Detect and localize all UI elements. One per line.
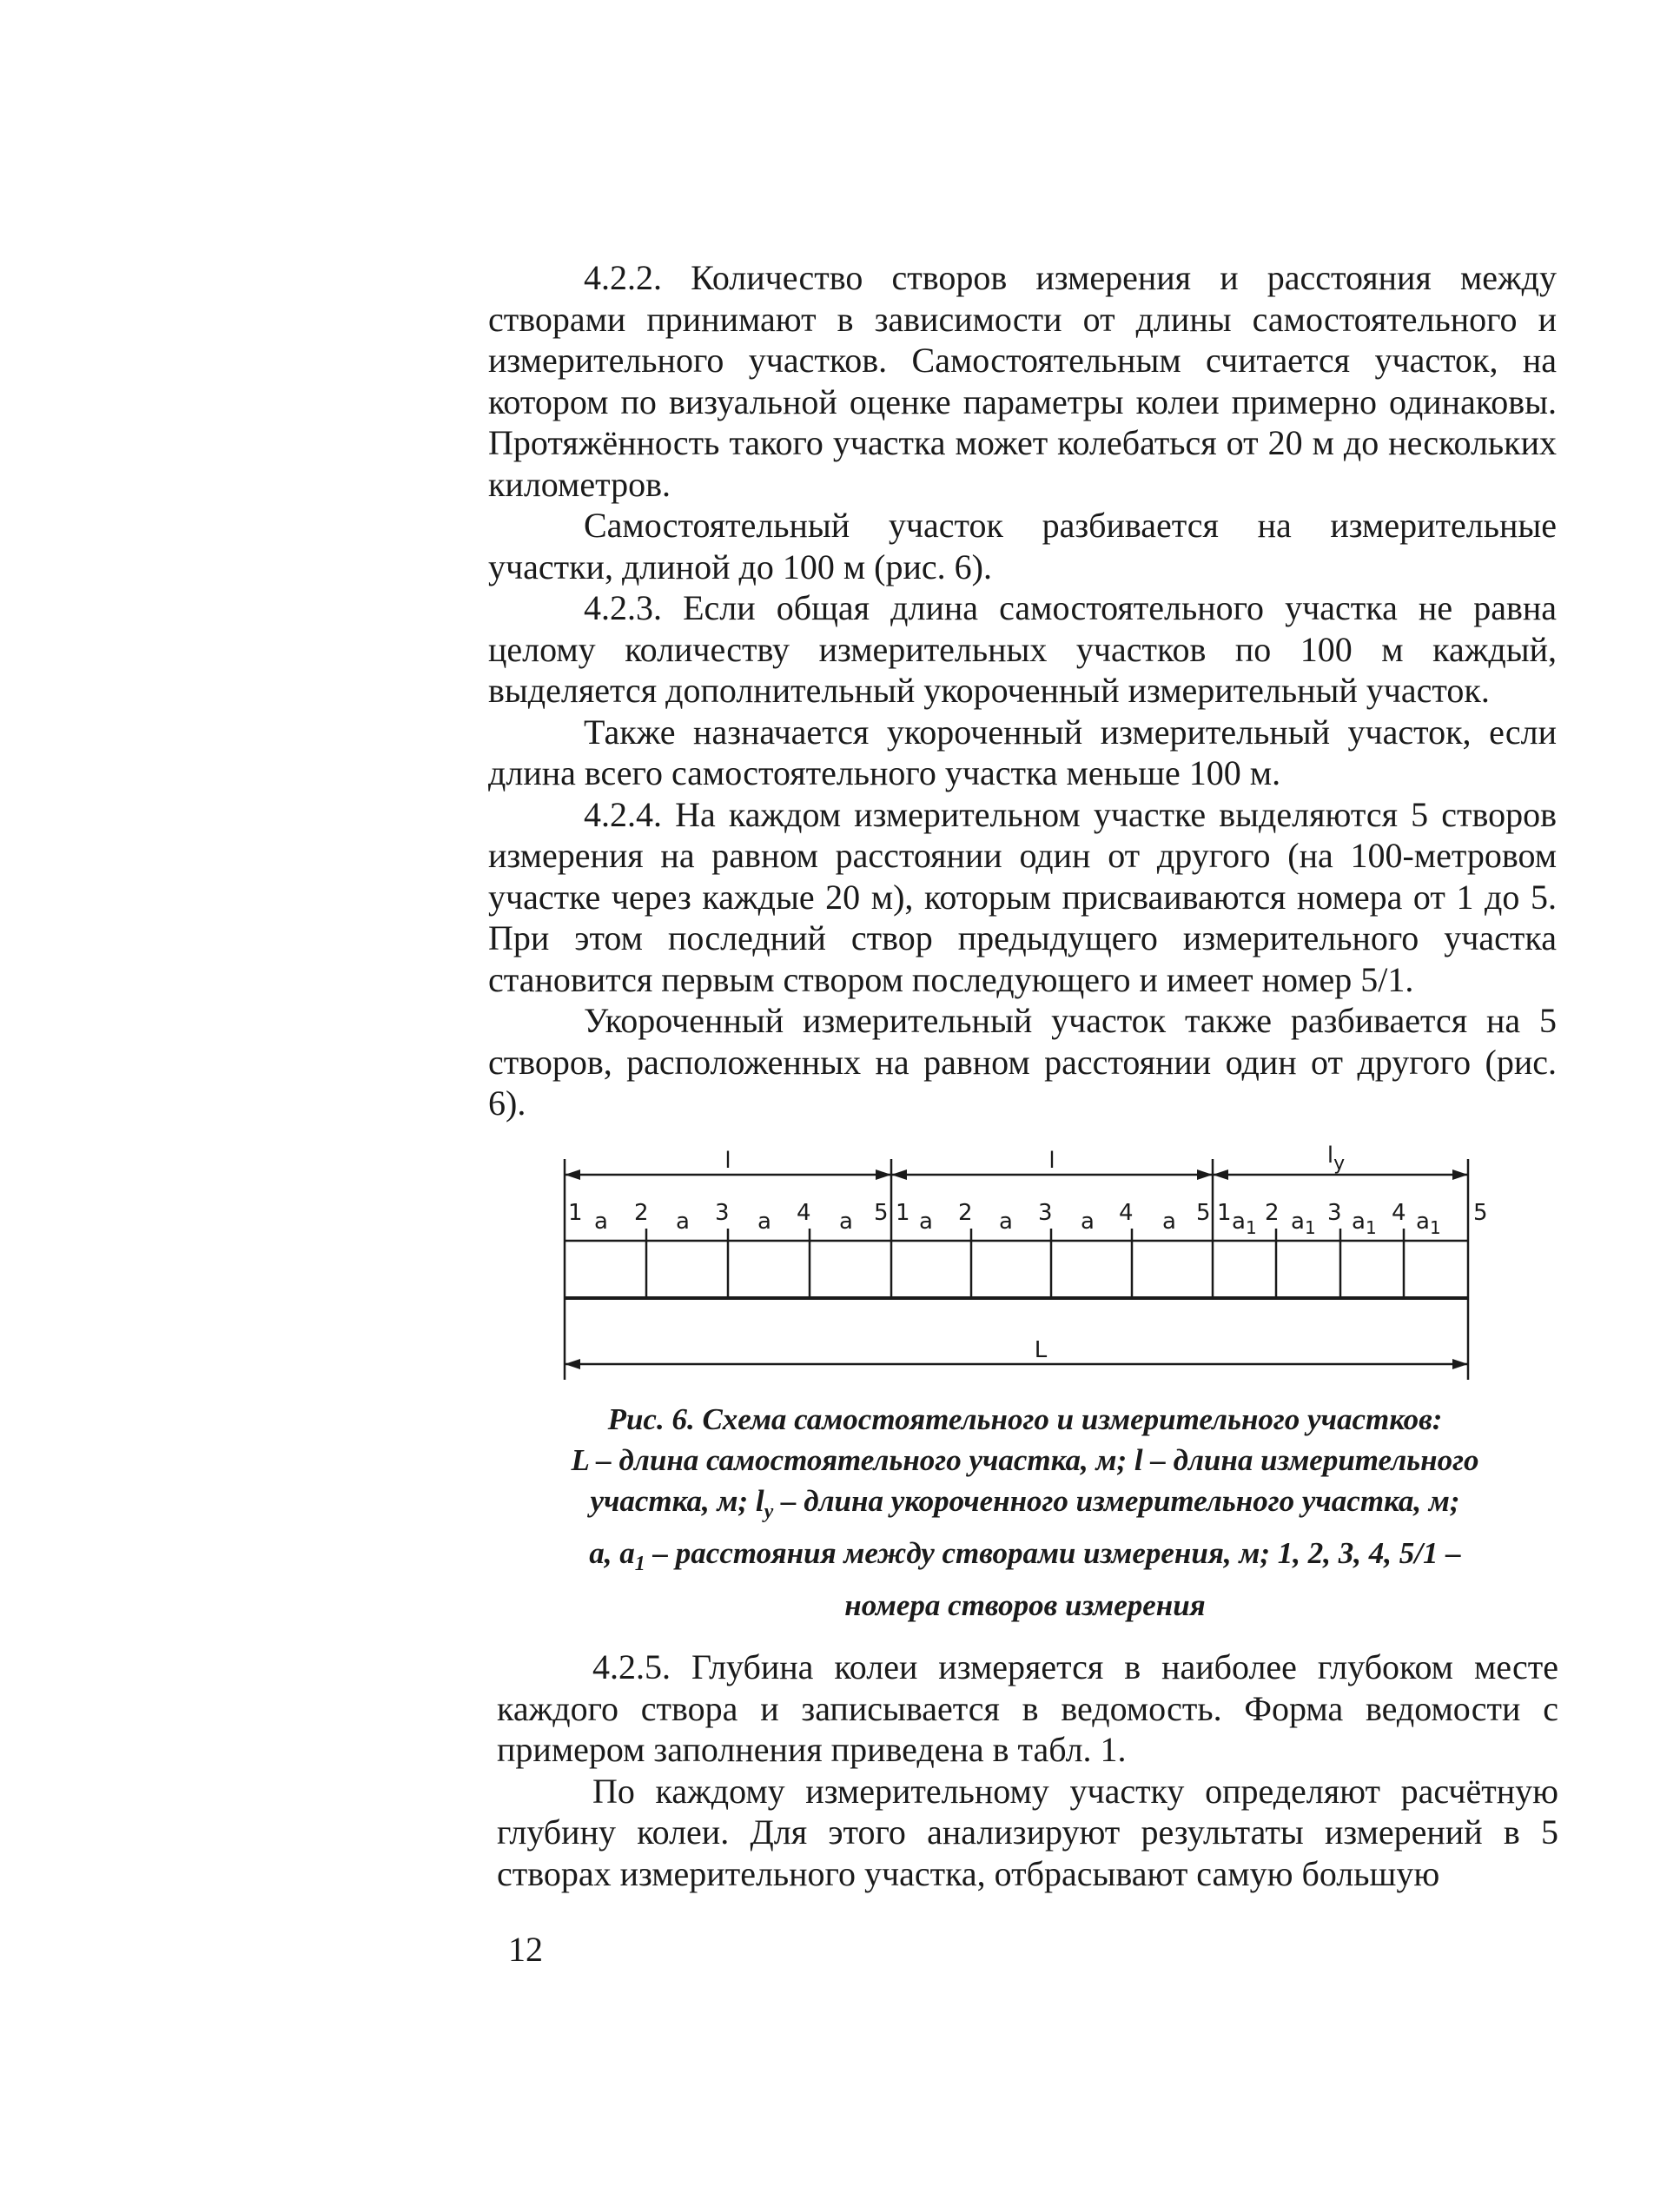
interval-label: a [999, 1209, 1013, 1235]
text-block-bottom [497, 1646, 1558, 1894]
arrowhead [1213, 1169, 1228, 1180]
station-number: 2 [958, 1200, 973, 1226]
paragraph-short-section: Также назначается укороченный измерительный участок, если длина всего самостоятельного участка меньше 100 м. [488, 712, 1557, 792]
interval-label: a [919, 1209, 933, 1235]
diagram-svg [556, 1136, 1494, 1397]
arrowhead [1452, 1359, 1468, 1369]
caption-line: L – длина самостоятельного участка, м; l – длина измерительного [571, 1443, 1479, 1477]
paragraph-4-2-3: 4.2.3. Если общая длина самостоятельного участка не равна целому количеству измерительных участков по 100 м каждый, выделяется дополнительный укороченный измерительный участок. [488, 588, 1557, 710]
paragraph-4-2-2: 4.2.2. Количество створов измерения и расстояния между створами принимают в зависимости от длины самостоятельного и измерительного участков. Самостоятельным считается участок, на котором по визуальной оценке параметры колеи примерно одинаковы. Протяжённость такого участка может колебаться от 20 м до нескольких километров. [488, 258, 1557, 504]
interval-label: a [757, 1209, 771, 1235]
caption-line: a, $a_1$ – расстояния между створами измерения, м; 1, 2, 3, 4, 5/1 – [589, 1536, 1461, 1575]
label-l-2: l [1048, 1148, 1055, 1174]
arrowhead [1197, 1169, 1213, 1180]
station-number: 4 [797, 1200, 811, 1226]
interval-label: $a_1$ [1232, 1209, 1257, 1238]
paragraph-self-section: Самостоятельный участок разбивается на измерительные участки, длиной до 100 м (рис. 6). [488, 506, 1557, 586]
arrowhead [565, 1169, 580, 1180]
station-number: 1 [1217, 1200, 1232, 1226]
station-number: 5 [874, 1200, 889, 1226]
paragraph-4-2-4: 4.2.4. На каждом измерительном участке выделяются 5 створов измерения на равном расстоянии один от другого (на 100-метровом участке через каждые 20 м), которым присваиваются номера от 1 до 5. При этом последний створ предыдущего измерительного участка становится первым створом последующего и имеет номер 5/1. [488, 794, 1557, 999]
station-number: 5 [1196, 1200, 1211, 1226]
station-number: 1 [896, 1200, 910, 1226]
interval-label: a [839, 1209, 853, 1235]
paragraph-short-split: Укороченный измерительный участок также разбивается на 5 створов, расположенных на равном расстоянии один от другого (рис. 6). [488, 1001, 1557, 1123]
station-number: 2 [634, 1200, 649, 1226]
paragraph-calc-depth: По каждому измерительному участку определяют расчётную глубину колеи. Для этого анализируют результаты измерений в 5 створах измерительного участка, отбрасывают самую большую [497, 1771, 1558, 1893]
figure-caption [504, 1399, 1546, 1626]
interval-label: $a_1$ [1352, 1209, 1377, 1238]
label-ly: $l_y$ [1326, 1143, 1346, 1175]
caption-line: участка, м; $l_y$ – длина укороченного измерительного участка, м; [590, 1484, 1460, 1523]
station-number: 2 [1265, 1200, 1280, 1226]
station-number: 3 [715, 1200, 730, 1226]
interval-label: a [676, 1209, 690, 1235]
arrowhead [1452, 1169, 1468, 1180]
arrowhead [565, 1359, 580, 1369]
arrowhead [876, 1169, 891, 1180]
station-number: 4 [1119, 1200, 1134, 1226]
station-number: 3 [1327, 1200, 1342, 1226]
figure-6-diagram [556, 1136, 1494, 1397]
interval-label: $a_1$ [1291, 1209, 1316, 1238]
station-number: 3 [1038, 1200, 1053, 1226]
label-L: L [1034, 1337, 1048, 1363]
label-l-1: l [724, 1148, 731, 1174]
caption-line: номера створов измерения [844, 1588, 1206, 1622]
page-number: 12 [508, 1930, 543, 1969]
arrowhead [891, 1169, 907, 1180]
interval-label: $a_1$ [1416, 1209, 1441, 1238]
paragraph-4-2-5: 4.2.5. Глубина колеи измеряется в наиболее глубоком месте каждого створа и записывается в ведомость. Форма ведомости с примером заполнения приведена в табл. 1. [497, 1647, 1558, 1769]
station-number: 5 [1473, 1200, 1488, 1226]
interval-label: a [594, 1209, 608, 1235]
station-number: 1 [568, 1200, 583, 1226]
interval-label: a [1162, 1209, 1176, 1235]
text-block-top [488, 257, 1557, 1124]
station-number: 4 [1392, 1200, 1406, 1226]
caption-line: Рис. 6. Схема самостоятельного и измерительного участков: [607, 1402, 1443, 1436]
interval-label: a [1081, 1209, 1095, 1235]
